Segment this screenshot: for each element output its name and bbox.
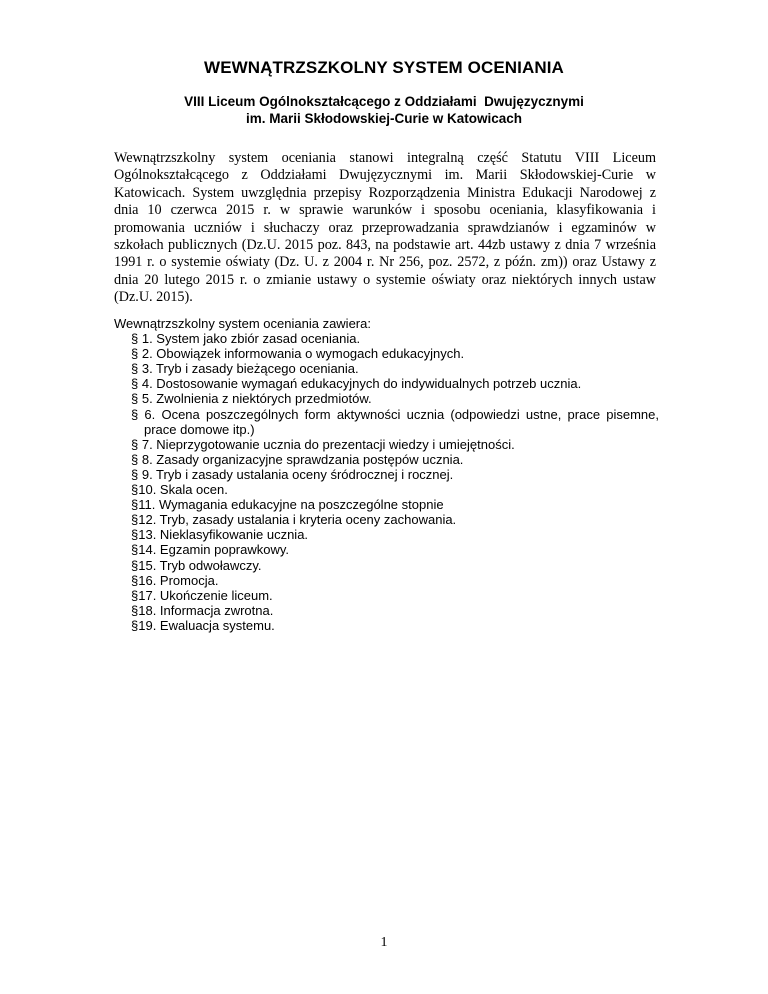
list-item: § 5. Zwolnienia z niektórych przedmiotów. [131,391,372,407]
list-item: §10. Skala ocen. [131,482,228,498]
list-item: §17. Ukończenie liceum. [131,587,273,603]
subtitle-line-1: VIII Liceum Ogólnokształcącego z Oddziałami Dwujęzycznymi [184,94,584,109]
list-item: § 4. Dostosowanie wymagań edukacyjnych do indywidualnych potrzeb ucznia. [131,376,582,392]
list-item: §19. Ewaluacja systemu. [131,617,275,633]
list-item: § 9. Tryb i zasady ustalania oceny śródrocznej i rocznej. [131,466,454,482]
list-item: §11. Wymagania edukacyjne na poszczególne stopnie [131,497,444,513]
contents-list [114,331,659,633]
list-item: §12. Tryb, zasady ustalania i kryteria oceny zachowania. [131,512,457,528]
intro-paragraph: Wewnątrzszkolny system oceniania stanowi integralną część Statutu VIII Liceum Ogólnokształcącego z Oddziałami Dwujęzycznymi im. Marii Skłodowskiej-Curie w Katowicach. System uwzględnia przepisy Rozporządzenia Ministra Edukacji Narodowej z dnia 10 czerwca 2015 r. w sprawie warunków i sposobu oceniania, klasyfikowania i promowania uczniów i słuchaczy oraz przeprowadzania sprawdzianów i egzaminów w szkołach publicznych (Dz.U. 2015 poz. 843, na podstawie art. 44zb ustawy z dnia 7 września 1991 r. o systemie oświaty (Dz. U. z 2004 r. Nr 256, poz. 2572, z późn. zm)) oraz Ustawy z dnia 20 lutego 2015 r. o zmianie ustawy o systemie oświaty oraz niektórych innych ustaw (Dz.U. 2015). [114,150,656,306]
document-subtitle [0,93,768,127]
list-item: § 8. Zasady organizacyjne sprawdzania postępów ucznia. [131,451,464,467]
list-item: §15. Tryb odwoławczy. [131,557,262,573]
list-item: § 7. Nieprzygotowanie ucznia do prezentacji wiedzy i umiejętności. [131,436,515,452]
contents-section [114,316,659,633]
contents-heading: Wewnątrzszkolny system oceniania zawiera: [114,316,371,331]
list-item: § 2. Obowiązek informowania o wymogach edukacyjnych. [131,346,465,362]
list-item: §13. Nieklasyfikowanie ucznia. [131,527,309,543]
list-item: § 6. Ocena poszczególnych form aktywności ucznia (odpowiedzi ustne, prace pisemne, prace domowe itp.) [131,406,659,437]
list-item: §18. Informacja zwrotna. [131,602,274,618]
page-number: 1 [380,935,388,950]
subtitle-line-2: im. Marii Skłodowskiej-Curie w Katowicach [245,111,523,126]
list-item: §14. Egzamin poprawkowy. [131,542,290,558]
document-title: WEWNĄTRZSZKOLNY SYSTEM OCENIANIA [204,58,564,77]
list-item: §16. Promocja. [131,572,219,588]
list-item: § 3. Tryb i zasady bieżącego oceniania. [131,361,359,377]
list-item: § 1. System jako zbiór zasad oceniania. [131,331,361,347]
